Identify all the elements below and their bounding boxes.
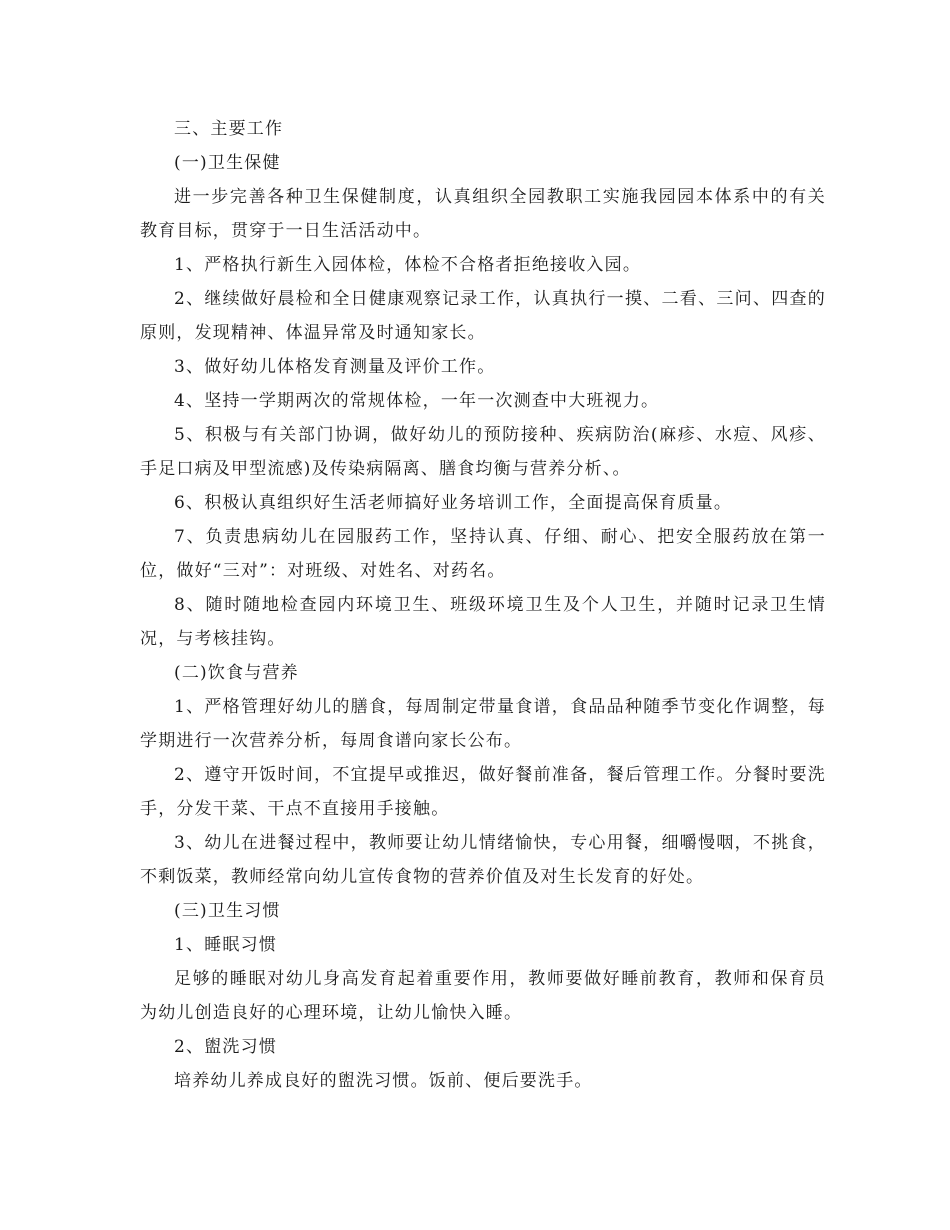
subsection-heading-health-care: (一)卫生保健 [174, 153, 281, 173]
subsection-heading-diet-nutrition: (二)饮食与营养 [174, 663, 299, 683]
paragraph-item-8: 8、随时随地检查园内环境卫生、班级环境卫生及个人卫生，并随时记录卫生情况，与考核挂钩。 [140, 595, 826, 649]
paragraph-health-intro: 进一步完善各种卫生保健制度，认真组织全园教职工实施我园园本体系中的有关教育目标，贯穿于一日生活活动中。 [140, 187, 826, 241]
subsection-heading-hygiene-habits: (三)卫生习惯 [174, 901, 281, 921]
paragraph-diet-item-2: 2、遵守开饭时间，不宜提早或推迟，做好餐前准备，餐后管理工作。分餐时要洗手，分发干菜、干点不直接用手接触。 [140, 765, 826, 819]
paragraph-item-4: 4、坚持一学期两次的常规体检，一年一次测查中大班视力。 [174, 391, 660, 411]
paragraph-item-7: 7、负责患病幼儿在园服药工作，坚持认真、仔细、耐心、把安全服药放在第一位，做好“三对”：对班级、对姓名、对药名。 [140, 527, 826, 581]
paragraph-item-6: 6、积极认真组织好生活老师搞好业务培训工作，全面提高保育质量。 [174, 493, 733, 513]
paragraph-washing-body: 培养幼儿养成良好的盥洗习惯。饭前、便后要洗手。 [174, 1071, 593, 1091]
paragraph-diet-item-3: 3、幼儿在进餐过程中，教师要让幼儿情绪愉快，专心用餐，细嚼慢咽，不挑食，不剩饭菜，教师经常向幼儿宣传食物的营养价值及对生长发育的好处。 [140, 833, 826, 887]
paragraph-sleep-heading: 1、睡眠习惯 [174, 935, 278, 955]
paragraph-diet-item-1: 1、严格管理好幼儿的膳食，每周制定带量食谱，食品品种随季节变化作调整，每学期进行一次营养分析，每周食谱向家长公布。 [140, 697, 826, 751]
paragraph-item-5: 5、积极与有关部门协调，做好幼儿的预防接种、疾病防治(麻疹、水痘、风疹、手足口病及甲型流感)及传染病隔离、膳食均衡与营养分析、。 [140, 425, 826, 479]
paragraph-item-2: 2、继续做好晨检和全日健康观察记录工作，认真执行一摸、二看、三问、四查的原则，发现精神、体温异常及时通知家长。 [140, 289, 826, 343]
document-body [140, 112, 826, 1098]
paragraph-sleep-body: 足够的睡眠对幼儿身高发育起着重要作用，教师要做好睡前教育，教师和保育员为幼儿创造良好的心理环境，让幼儿愉快入睡。 [140, 969, 826, 1023]
section-heading-main-work: 三、主要工作 [174, 119, 284, 139]
paragraph-item-3: 3、做好幼儿体格发育测量及评价工作。 [174, 357, 496, 377]
paragraph-item-1: 1、严格执行新生入园体检，体检不合格者拒绝接收入园。 [174, 255, 642, 275]
paragraph-washing-heading: 2、盥洗习惯 [174, 1037, 278, 1057]
